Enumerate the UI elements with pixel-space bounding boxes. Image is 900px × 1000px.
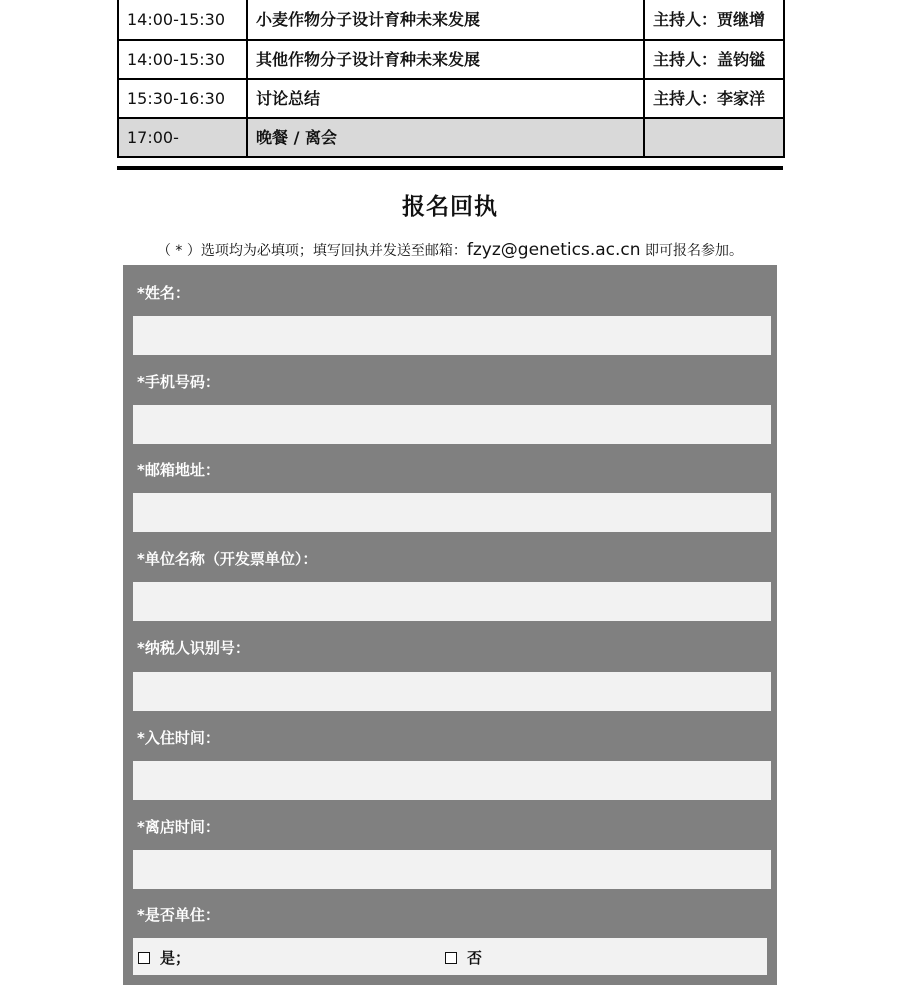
table-bottom-rule — [117, 166, 783, 170]
registration-form — [123, 265, 777, 985]
checkbox-icon[interactable] — [445, 952, 457, 964]
name-input[interactable] — [133, 316, 771, 355]
form-instruction — [0, 240, 900, 260]
schedule-table — [117, 0, 785, 158]
form-title: 报名回执 — [402, 194, 498, 220]
email-input[interactable] — [133, 493, 771, 532]
single-room-options — [133, 938, 767, 975]
email-label: *邮箱地址： — [137, 461, 220, 479]
topic-cell: 晚餐 / 离会 — [247, 118, 644, 157]
instruction-suffix: 即可报名参加。 — [640, 243, 744, 259]
checkbox-icon[interactable] — [138, 952, 150, 964]
phone-label: *手机号码： — [137, 373, 220, 391]
table-row — [118, 118, 784, 157]
single-room-label: *是否单住： — [137, 906, 220, 924]
time-cell: 14:00-15:30 — [118, 0, 247, 40]
host-cell: 主持人：贾继增 — [644, 0, 784, 40]
topic-cell: 小麦作物分子设计育种未来发展 — [247, 0, 644, 40]
host-cell — [644, 118, 784, 157]
time-cell: 15:30-16:30 — [118, 79, 247, 118]
checkin-label: *入住时间： — [137, 729, 220, 747]
organization-input[interactable] — [133, 582, 771, 621]
instruction-prefix: （ * ）选项均为必填项；填写回执并发送至邮箱： — [156, 243, 467, 259]
option-yes[interactable] — [138, 947, 190, 968]
option-no-label: 否 — [467, 949, 483, 967]
tax-id-input[interactable] — [133, 672, 771, 711]
topic-cell: 其他作物分子设计育种未来发展 — [247, 40, 644, 79]
option-yes-label: 是； — [160, 949, 191, 967]
table-row — [118, 40, 784, 79]
time-cell: 14:00-15:30 — [118, 40, 247, 79]
host-cell: 主持人：李家洋 — [644, 79, 784, 118]
table-row — [118, 79, 784, 118]
tax-id-label: *纳税人识别号： — [137, 639, 250, 657]
checkout-input[interactable] — [133, 850, 771, 889]
checkin-input[interactable] — [133, 761, 771, 800]
host-cell: 主持人：盖钧镒 — [644, 40, 784, 79]
contact-email: fzyz@genetics.ac.cn — [466, 240, 641, 260]
checkout-label: *离店时间： — [137, 818, 220, 836]
time-cell: 17:00- — [118, 118, 247, 157]
phone-input[interactable] — [133, 405, 771, 444]
table-row — [118, 0, 784, 40]
topic-cell: 讨论总结 — [247, 79, 644, 118]
name-label: *姓名： — [137, 284, 190, 302]
option-no[interactable] — [445, 947, 482, 968]
organization-label: *单位名称（开发票单位）： — [137, 550, 318, 568]
